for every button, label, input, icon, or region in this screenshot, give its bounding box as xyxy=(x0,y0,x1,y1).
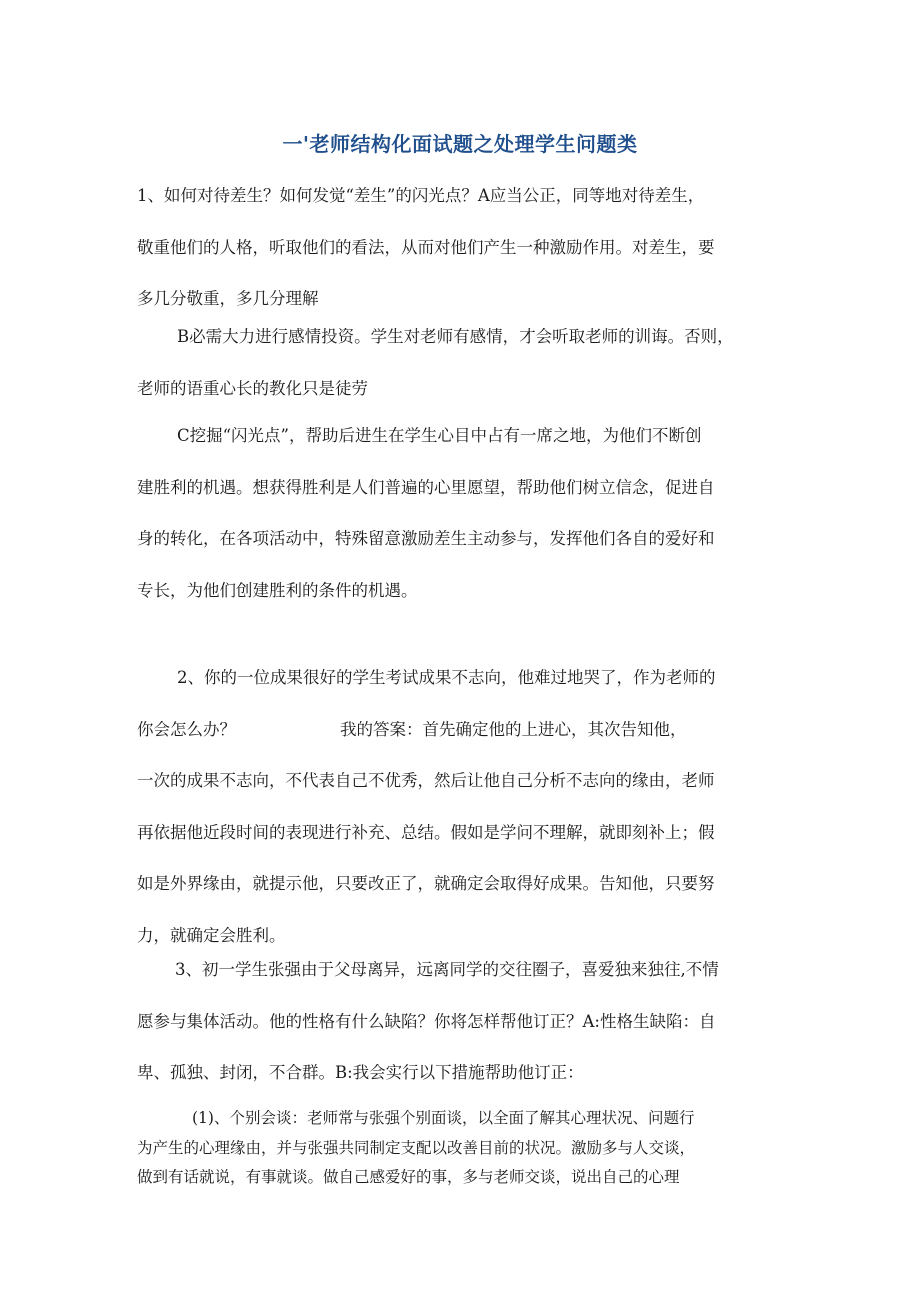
text-line: 专长，为他们创建胜利的条件的机遇。 xyxy=(137,580,418,600)
text-line: 为产生的心理缘由，并与张强共同制定支配以改善目前的状况。激励多与人交谈， xyxy=(137,1138,696,1157)
text-line: 身的转化，在各项活动中，特殊留意激励差生主动参与，发挥他们各自的爱好和 xyxy=(137,529,715,548)
text-line: 卑、孤独、封闭，不合群。B:我会实行以下措施帮助他订正： xyxy=(137,1063,584,1082)
paragraph-answer-c xyxy=(137,410,797,616)
paragraph-question-1 xyxy=(137,170,797,325)
document-title: 一'老师结构化面试题之处理学生问题类 xyxy=(282,132,638,156)
text-line: 多几分敬重，多几分理解 xyxy=(137,289,319,308)
paragraph-question-2 xyxy=(137,652,797,961)
text-line: 敬重他们的人格，听取他们的看法，从而对他们产生一种激励作用。对差生，要 xyxy=(137,237,715,257)
answer-text: 我的答案：首先确定他的上进心，其次告知他， xyxy=(340,719,687,739)
text-line: 建胜利的机遇。想获得胜利是人们普遍的心里愿望，帮助他们树立信念，促进自 xyxy=(137,477,715,497)
text-line: 做到有话就说，有事就谈。做自己感爱好的事，多与老师交谈，说出自己的心理 xyxy=(137,1168,680,1186)
text-line: 1、如何对待差生？如何发觉“差生”的闪光点？A应当公正，同等地对待差生， xyxy=(137,186,705,205)
text-line: (1)、个别会谈：老师常与张强个别面谈，以全面了解其心理状况、问题行 xyxy=(192,1109,695,1127)
text-line xyxy=(137,704,797,756)
text-line: 如是外界缘由，就提示他，只要改正了，就确定会取得好成果。告知他，只要努 xyxy=(137,874,715,893)
text-line: 再依据他近段时间的表现进行补充、总结。假如是学问不理解，就即刻补上；假 xyxy=(137,822,715,842)
text-line: B必需大力进行感情投资。学生对老师有感情，才会听取老师的训诲。否则， xyxy=(177,327,734,346)
text-line: 老师的语重心长的教化只是徒劳 xyxy=(137,378,368,398)
text-line: 力，就确定会胜利。 xyxy=(137,925,286,945)
question-text: 你会怎么办？ xyxy=(137,719,236,739)
text-line: 2、你的一位成果很好的学生考试成果不志向，他难过地哭了，作为老师的 xyxy=(177,668,716,687)
text-line: 一次的成果不志向，不代表自己不优秀，然后让他自己分析不志向的缘由，老师 xyxy=(137,771,715,790)
paragraph-question-3 xyxy=(137,944,797,1099)
paragraph-measure-1 xyxy=(137,1104,797,1193)
text-line: 愿参与集体活动。他的性格有什么缺陷？你将怎样帮他订正？A:性格生缺陷：自 xyxy=(137,1011,716,1031)
paragraph-answer-b xyxy=(137,311,797,414)
text-line: 3、初一学生张强由于父母离异，远离同学的交往圈子，喜爱独来独往,不情 xyxy=(175,960,719,979)
text-line: C挖掘“闪光点”，帮助后进生在学生心目中占有一席之地，为他们不断创 xyxy=(177,426,702,445)
